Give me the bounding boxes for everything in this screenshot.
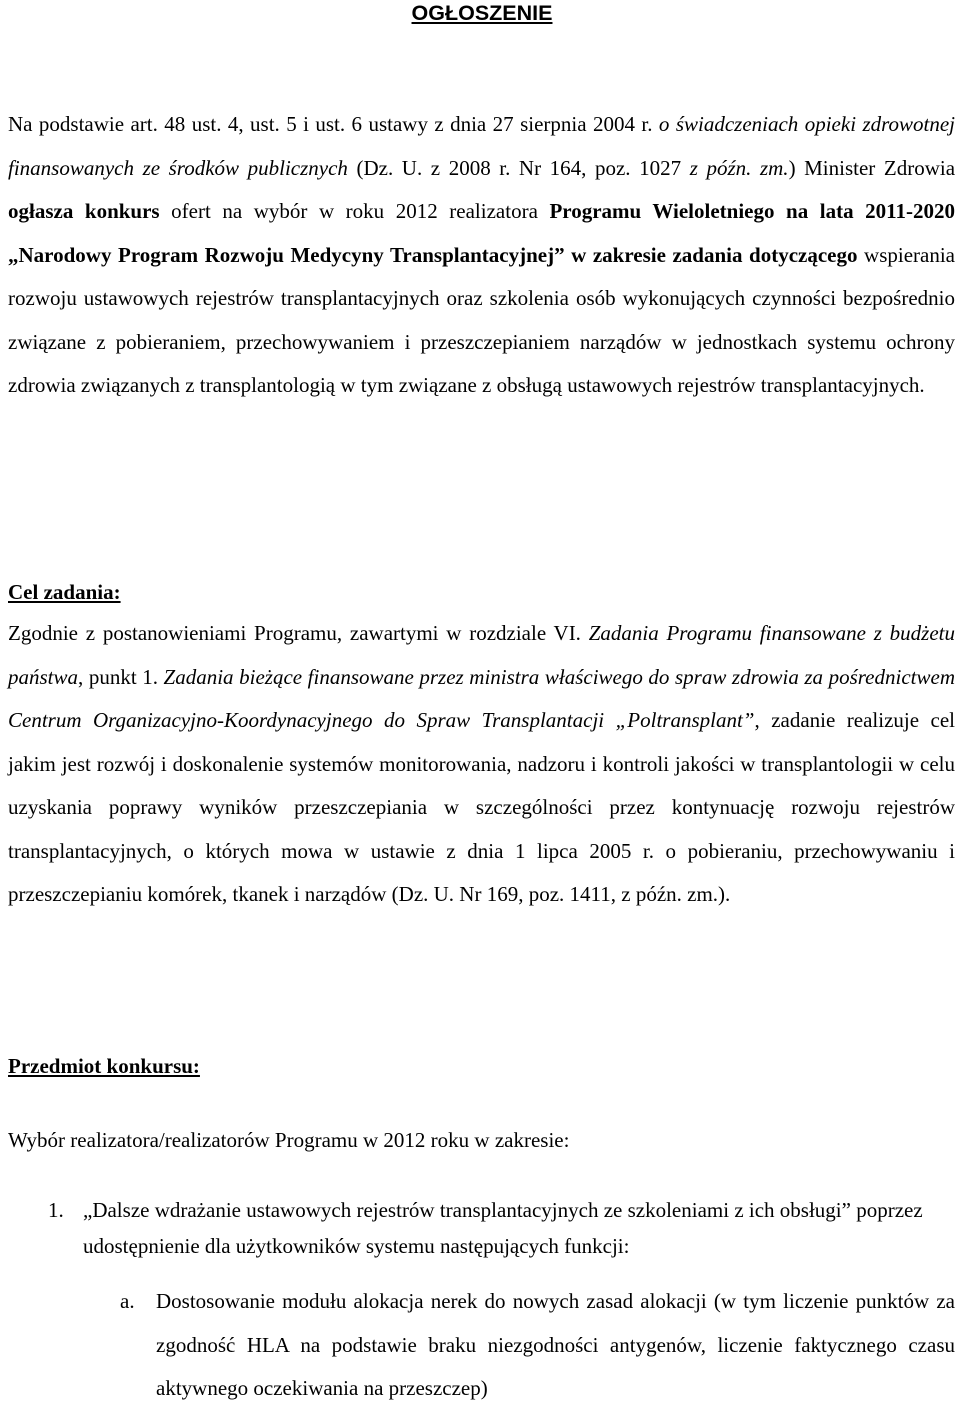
intro-text-1: Na podstawie art. 48 ust. 4, ust. 5 i ust. 6 ustawy z dnia 27 sierpnia 2004 r.	[8, 112, 659, 136]
sublist-item-a: Dostosowanie modułu alokacja nerek do nowych zasad alokacji (w tym liczenie punktów za zgodność HLA na podstawie braku niezgodności antygenów, liczenie faktycznego czasu aktywnego oczekiwania na przeszczep)	[156, 1289, 955, 1400]
page-title: OGŁOSZENIE	[411, 1, 553, 25]
announces-competition-bold: ogłasza konkurs	[8, 199, 160, 223]
act-title-italic: o świadczeniach opieki zdrowotnej finansowanych ze środków publicznych	[8, 112, 956, 180]
intro-text-9: wspierania rozwoju ustawowych rejestrów transplantacyjnych oraz szkolenia osób wykonujących czynności bezpośrednio związane z pobieraniem, przechowywaniem i przeszczepianiem narządów w jednostkach systemu ochrony zdrowia związanych z transplantologią w tym związane z obsługą ustawowych rejestrów transplantacyjnych.	[8, 242, 956, 397]
goal-text-1: Zgodnie z postanowieniami Programu, zawartymi w rozdziale VI.	[8, 621, 589, 645]
list-item-1: „Dalsze wdrażanie ustawowych rejestrów transplantacyjnych ze szkoleniami z ich obsługi” poprzez udostępnienie dla użytkowników systemu następujących funkcji:	[83, 1198, 923, 1258]
goal-text-3: , punkt 1.	[78, 664, 164, 689]
subject-heading: Przedmiot konkursu:	[8, 1054, 200, 1078]
intro-text-3: (Dz. U. z 2008 r. Nr 164, poz. 1027	[347, 155, 690, 180]
sublist-item-letter: a.	[120, 1289, 135, 1313]
goal-paragraph	[8, 612, 955, 917]
intro-paragraph	[8, 103, 955, 408]
goal-text-5: , zadanie realizuje cel jakim jest rozwój i doskonalenie systemów monitorowania, nadzoru i kontroli jakości w transplantologii w celu uzyskania poprawy wyników przeszczepiania w szczególności przez kontynuację rozwoju rejestrów transplantacyjnych, o których mowa w ustawie z dnia 1 lipca 2005 r. o pobieraniu, przechowywaniu i przeszczepianiu komórek, tkanek i narządów (Dz. U. Nr 169, poz. 1411, z późn. zm.).	[8, 708, 955, 906]
intro-text-7: ofert na wybór w roku 2012 realizatora	[159, 199, 550, 223]
program-name-bold: Programu Wieloletniego na lata 2011-2020 „Narodowy Program Rozwoju Medycyny Transplantacyjnej” w zakresie zadania dotyczącego	[8, 199, 956, 267]
chapter-title-italic: Zadania Programu finansowane z budżetu państwa	[8, 621, 955, 689]
amendments-italic: z późn. zm.	[689, 155, 789, 180]
intro-text-5: ) Minister Zdrowia	[788, 155, 956, 180]
list-item-number: 1.	[48, 1198, 64, 1222]
selection-paragraph: Wybór realizatora/realizatorów Programu w 2012 roku w zakresie:	[8, 1128, 570, 1152]
goal-heading: Cel zadania:	[8, 580, 121, 604]
tasks-title-italic: Zadania bieżące finansowane przez ministra właściwego do spraw zdrowia za pośrednictwem Centrum Organizacyjno-Koordynacyjnego do Spraw Transplantacji „Poltransplant”	[8, 664, 955, 732]
